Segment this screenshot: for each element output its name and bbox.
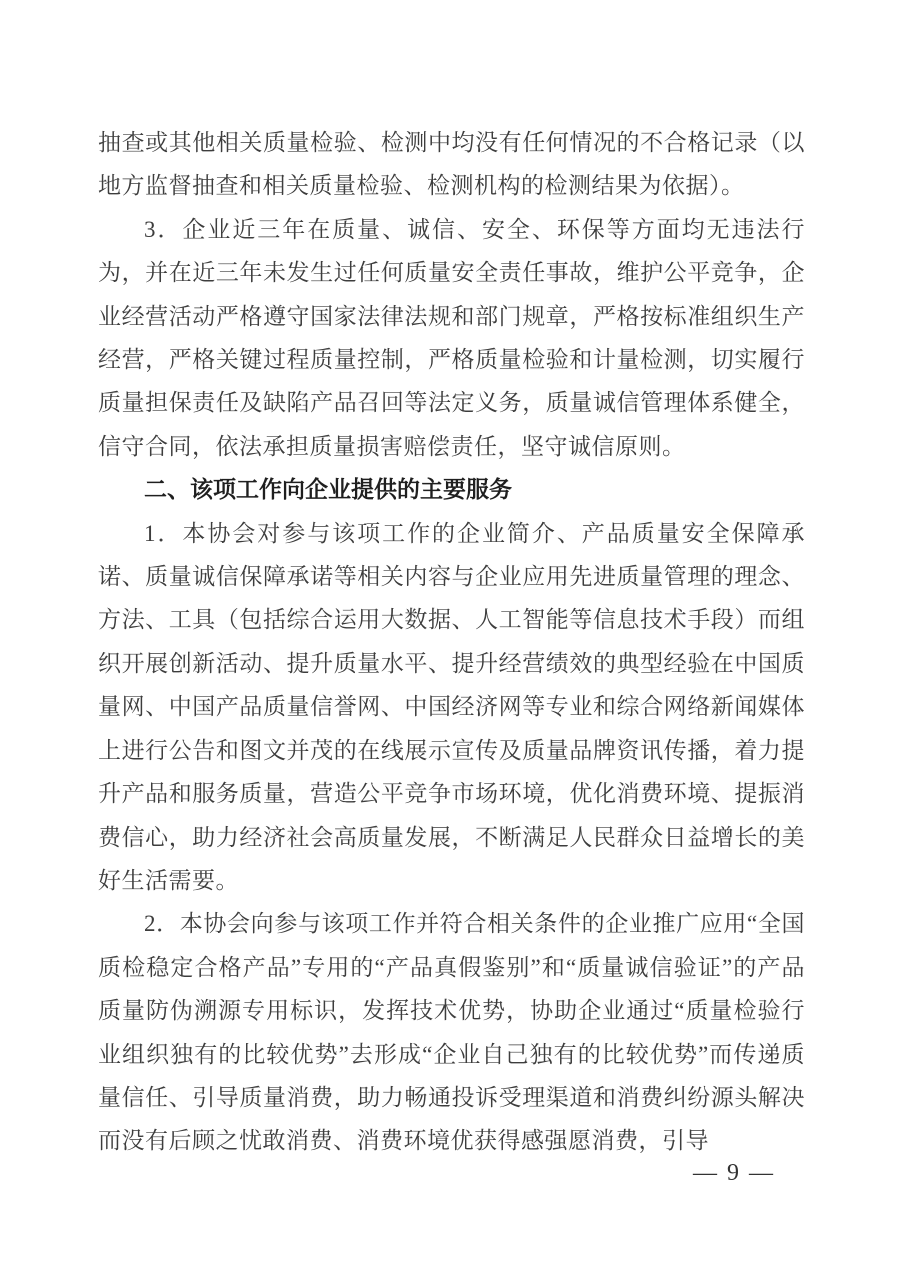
paragraph: 抽查或其他相关质量检验、检测中均没有任何情况的不合格记录（以地方监督抽查和相关质量检验、检测机构的检测结果为依据）。: [98, 130, 805, 199]
document-body: [98, 121, 805, 1163]
page-number: — 9 —: [693, 1160, 775, 1186]
paragraph: 二、该项工作向企业提供的主要服务: [144, 476, 512, 503]
paragraph: 2．本协会向参与该项工作并符合相关条件的企业推广应用“全国质检稳定合格产品”专用的“产品真假鉴别”和“质量诚信验证”的产品质量防伪溯源专用标识，发挥技术优势，协助企业通过“质量检验行业组织独有的比较优势”去形成“企业自己独有的比较优势”而传递质量信任、引导质量消费，助力畅通投诉受理渠道和消费纠纷源头解决而没有后顾之忧敢消费、消费环境优获得感强愿消费，引导: [98, 911, 805, 1154]
paragraph: 1．本协会对参与该项工作的企业简介、产品质量安全保障承诺、质量诚信保障承诺等相关内容与企业应用先进质量管理的理念、方法、工具（包括综合运用大数据、人工智能等信息技术手段）而组织开展创新活动、提升质量水平、提升经营绩效的典型经验在中国质量网、中国产品质量信誉网、中国经济网等专业和综合网络新闻媒体上进行公告和图文并茂的在线展示宣传及质量品牌资讯传播，着力提升产品和服务质量，营造公平竞争市场环境，优化消费环境、提振消费信心，助力经济社会高质量发展，不断满足人民群众日益增长的美好生活需要。: [98, 520, 805, 893]
paragraph: 3．企业近三年在质量、诚信、安全、环保等方面均无违法行为，并在近三年未发生过任何质量安全责任事故，维护公平竞争，企业经营活动严格遵守国家法律法规和部门规章，严格按标准组织生产经营，严格关键过程质量控制，严格质量检验和计量检测，切实履行质量担保责任及缺陷产品召回等法定义务，质量诚信管理体系健全，信守合同，依法承担质量损害赔偿责任，坚守诚信原则。: [98, 216, 805, 459]
